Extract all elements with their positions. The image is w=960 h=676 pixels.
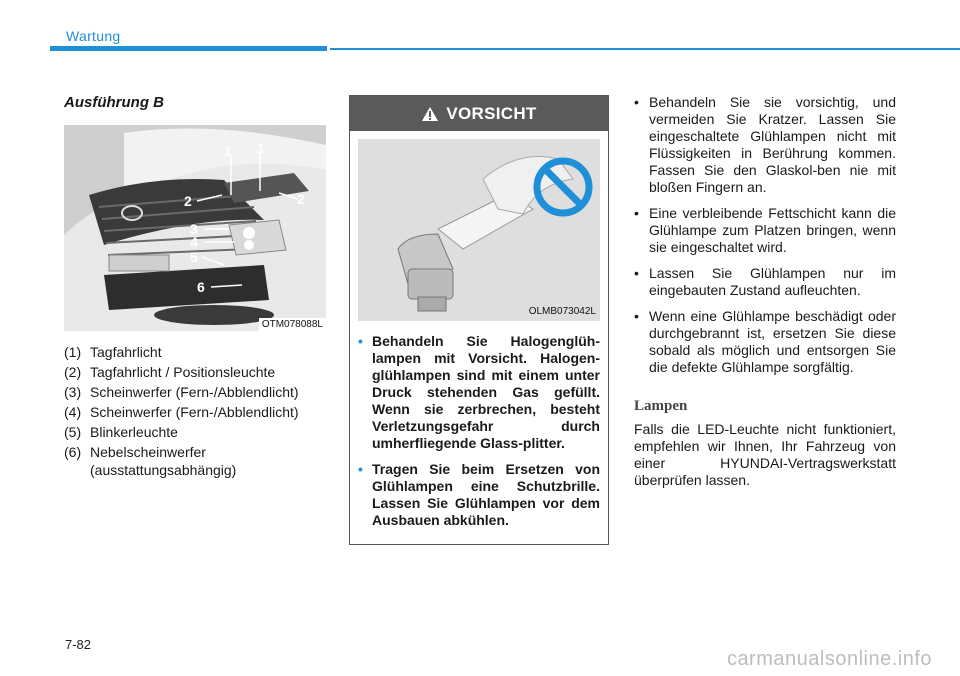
list-item: • Behandeln Sie sie vorsichtig, und vermeiden Sie Kratzer. Lassen Sie eingeschaltete Glühlampen nicht mit Flüssigkeiten in Berührung kommen. Fassen Sie den Glaskol-ben nie mit bloßen Fingern an. <box>634 94 896 195</box>
legend-item: (3) Scheinwerfer (Fern-/Abblendlicht) <box>64 384 299 400</box>
caution-list <box>358 333 600 529</box>
callout-2a: 2 <box>184 193 192 209</box>
car-illustration <box>64 125 326 331</box>
list-item: • Lassen Sie Glühlampen nur im eingebauten Zustand aufleuchten. <box>634 265 896 298</box>
caution-box <box>349 95 609 545</box>
callout-4: 4 <box>190 234 198 250</box>
callout-1a: 1 <box>224 143 232 159</box>
page-number: 7-82 <box>65 637 92 652</box>
header-rule-thick <box>50 46 327 51</box>
lamp-heading: Lampen <box>634 398 688 414</box>
callout-1b: 1 <box>257 140 265 156</box>
list-item: • Eine verbleibende Fettschicht kann die Glühlampe zum Platzen bringen, wenn sie eingeschaltet wird. <box>634 205 896 255</box>
bullet-icon: • <box>358 333 363 349</box>
image-code: OLMB073042L <box>528 306 596 317</box>
legend-list <box>64 343 326 479</box>
header-rule-thin <box>330 48 960 50</box>
caution-item: • Tragen Sie beim Ersetzen von Glühlampen eine Schutzbrille. Lassen Sie Glühlampen vor dem Ausbauen abkühlen. <box>358 461 600 528</box>
photo-code: OTM078088L <box>259 318 326 331</box>
legend-item: (5) Blinkerleuchte <box>64 424 178 440</box>
left-column <box>64 94 326 481</box>
callout-3: 3 <box>190 221 198 237</box>
legend-item: (2) Tagfahrlicht / Positionsleuchte <box>64 364 276 380</box>
section-label: Wartung <box>66 28 121 44</box>
callout-2b: 2 <box>297 191 305 207</box>
caution-item: • Behandeln Sie Halogenglüh-lampen mit Vorsicht. Halogen-glühlampen sind mit einem unter Druck stehenden Gas gefüllt. Wenn sie zerbrechen, besteht Verletzungsgefahr durch umherfliegende Glass-plitter. <box>358 333 600 451</box>
subheading: Ausführung B <box>64 94 164 111</box>
callout-5: 5 <box>190 249 198 265</box>
callout-6: 6 <box>197 279 205 295</box>
car-front-photo <box>64 125 326 331</box>
warning-icon <box>421 106 439 122</box>
legend-item: (1) Tagfahrlicht <box>64 344 162 360</box>
list-item: • Wenn eine Glühlampe beschädigt oder durchgebrannt ist, ersetzen Sie diese sobald als möglich und entsorgen Sie die defekte Glühlampe sorgfältig. <box>634 308 896 375</box>
legend-item: (6) Nebelscheinwerfer (ausstattungsabhängig) <box>64 444 237 478</box>
bullet-icon: • <box>358 461 363 477</box>
legend-item: (4) Scheinwerfer (Fern-/Abblendlicht) <box>64 404 299 420</box>
watermark: carmanualsonline.info <box>726 648 932 670</box>
caution-header <box>350 96 608 131</box>
lamp-paragraph: Falls die LED-Leuchte nicht funktioniert, empfehlen wir Ihnen, Ihr Fahrzeug von einer HYUNDAI-Vertragswerkstatt überprüfen lassen. <box>634 421 896 488</box>
caution-title: VORSICHT <box>446 103 537 123</box>
right-column <box>634 94 896 489</box>
bulb-illustration <box>358 139 600 321</box>
bullet-list <box>634 94 896 376</box>
